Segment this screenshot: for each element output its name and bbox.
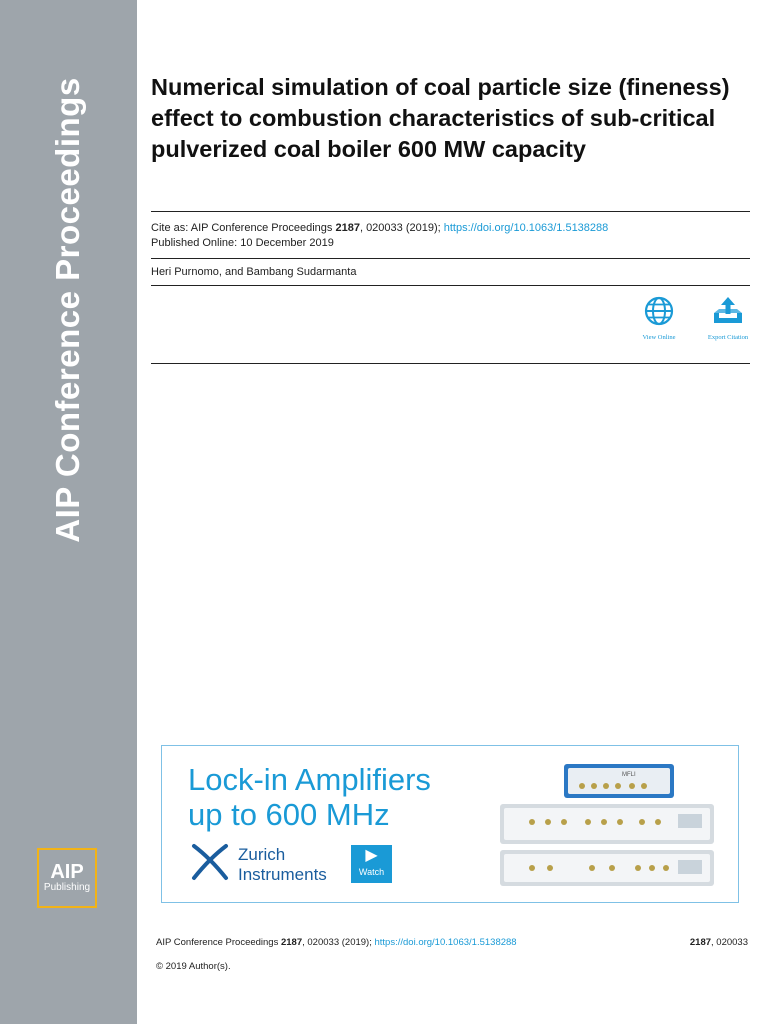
view-online-label: View Online: [642, 334, 676, 341]
footer-page-volume: 2187: [689, 937, 712, 948]
cite-volume: 2187: [335, 222, 360, 234]
footer-page-article: , 020033: [711, 937, 748, 948]
lock-in-amplifier-device-icon: [492, 760, 722, 890]
export-icon: [711, 296, 745, 326]
export-citation-label: Export Citation: [707, 334, 749, 341]
zurich-brand: [238, 845, 327, 885]
divider: [151, 211, 750, 212]
export-citation-button[interactable]: [698, 296, 758, 341]
watch-label: Watch: [358, 867, 385, 877]
divider: [151, 363, 750, 364]
logo-subtext: Publishing: [43, 882, 91, 893]
footer-citation: [156, 937, 517, 949]
sidebar: [0, 0, 137, 1024]
footer-journal: AIP Conference Proceedings: [156, 937, 281, 948]
brand-line-2: Instruments: [238, 865, 327, 884]
globe-icon: [644, 296, 674, 326]
published-date: Published Online: 10 December 2019: [151, 237, 334, 249]
ad-headline-line-2: up to 600 MHz: [188, 797, 390, 832]
footer-middle: , 020033 (2019);: [302, 937, 375, 948]
divider: [151, 285, 750, 286]
divider: [151, 258, 750, 259]
footer-doi-link[interactable]: https://doi.org/10.1063/1.5138288: [374, 937, 517, 948]
logo-text: AIP: [50, 861, 84, 883]
authors[interactable]: Heri Purnomo, and Bambang Sudarmanta: [151, 266, 357, 278]
device-label: MFLI: [622, 772, 636, 778]
cite-prefix: Cite as: AIP Conference Proceedings: [151, 222, 336, 234]
footer-volume: 2187: [280, 937, 303, 948]
brand-line-1: Zurich: [238, 845, 286, 864]
article-title: Numerical simulation of coal particle size (fineness) effect to combustion characteristics of sub-critical pulverized coal boiler 600 MW capacity: [151, 74, 730, 162]
cite-middle: , 020033 (2019);: [359, 222, 444, 234]
ad-banner[interactable]: [161, 745, 739, 903]
footer-page-id: [690, 937, 748, 949]
ad-headline-line-1: Lock-in Amplifiers: [188, 762, 431, 797]
copyright: © 2019 Author(s).: [156, 961, 231, 972]
citation-line: [151, 221, 608, 236]
sidebar-journal-title: AIP Conference Proceedings: [49, 77, 86, 543]
zurich-instruments-logo-icon: [190, 842, 230, 882]
watch-button[interactable]: [351, 845, 392, 883]
ad-headline: [188, 762, 431, 832]
play-icon: ▶: [365, 847, 378, 864]
view-online-button[interactable]: [629, 296, 689, 341]
aip-publishing-logo[interactable]: [37, 848, 97, 908]
doi-link[interactable]: https://doi.org/10.1063/1.5138288: [443, 222, 609, 234]
